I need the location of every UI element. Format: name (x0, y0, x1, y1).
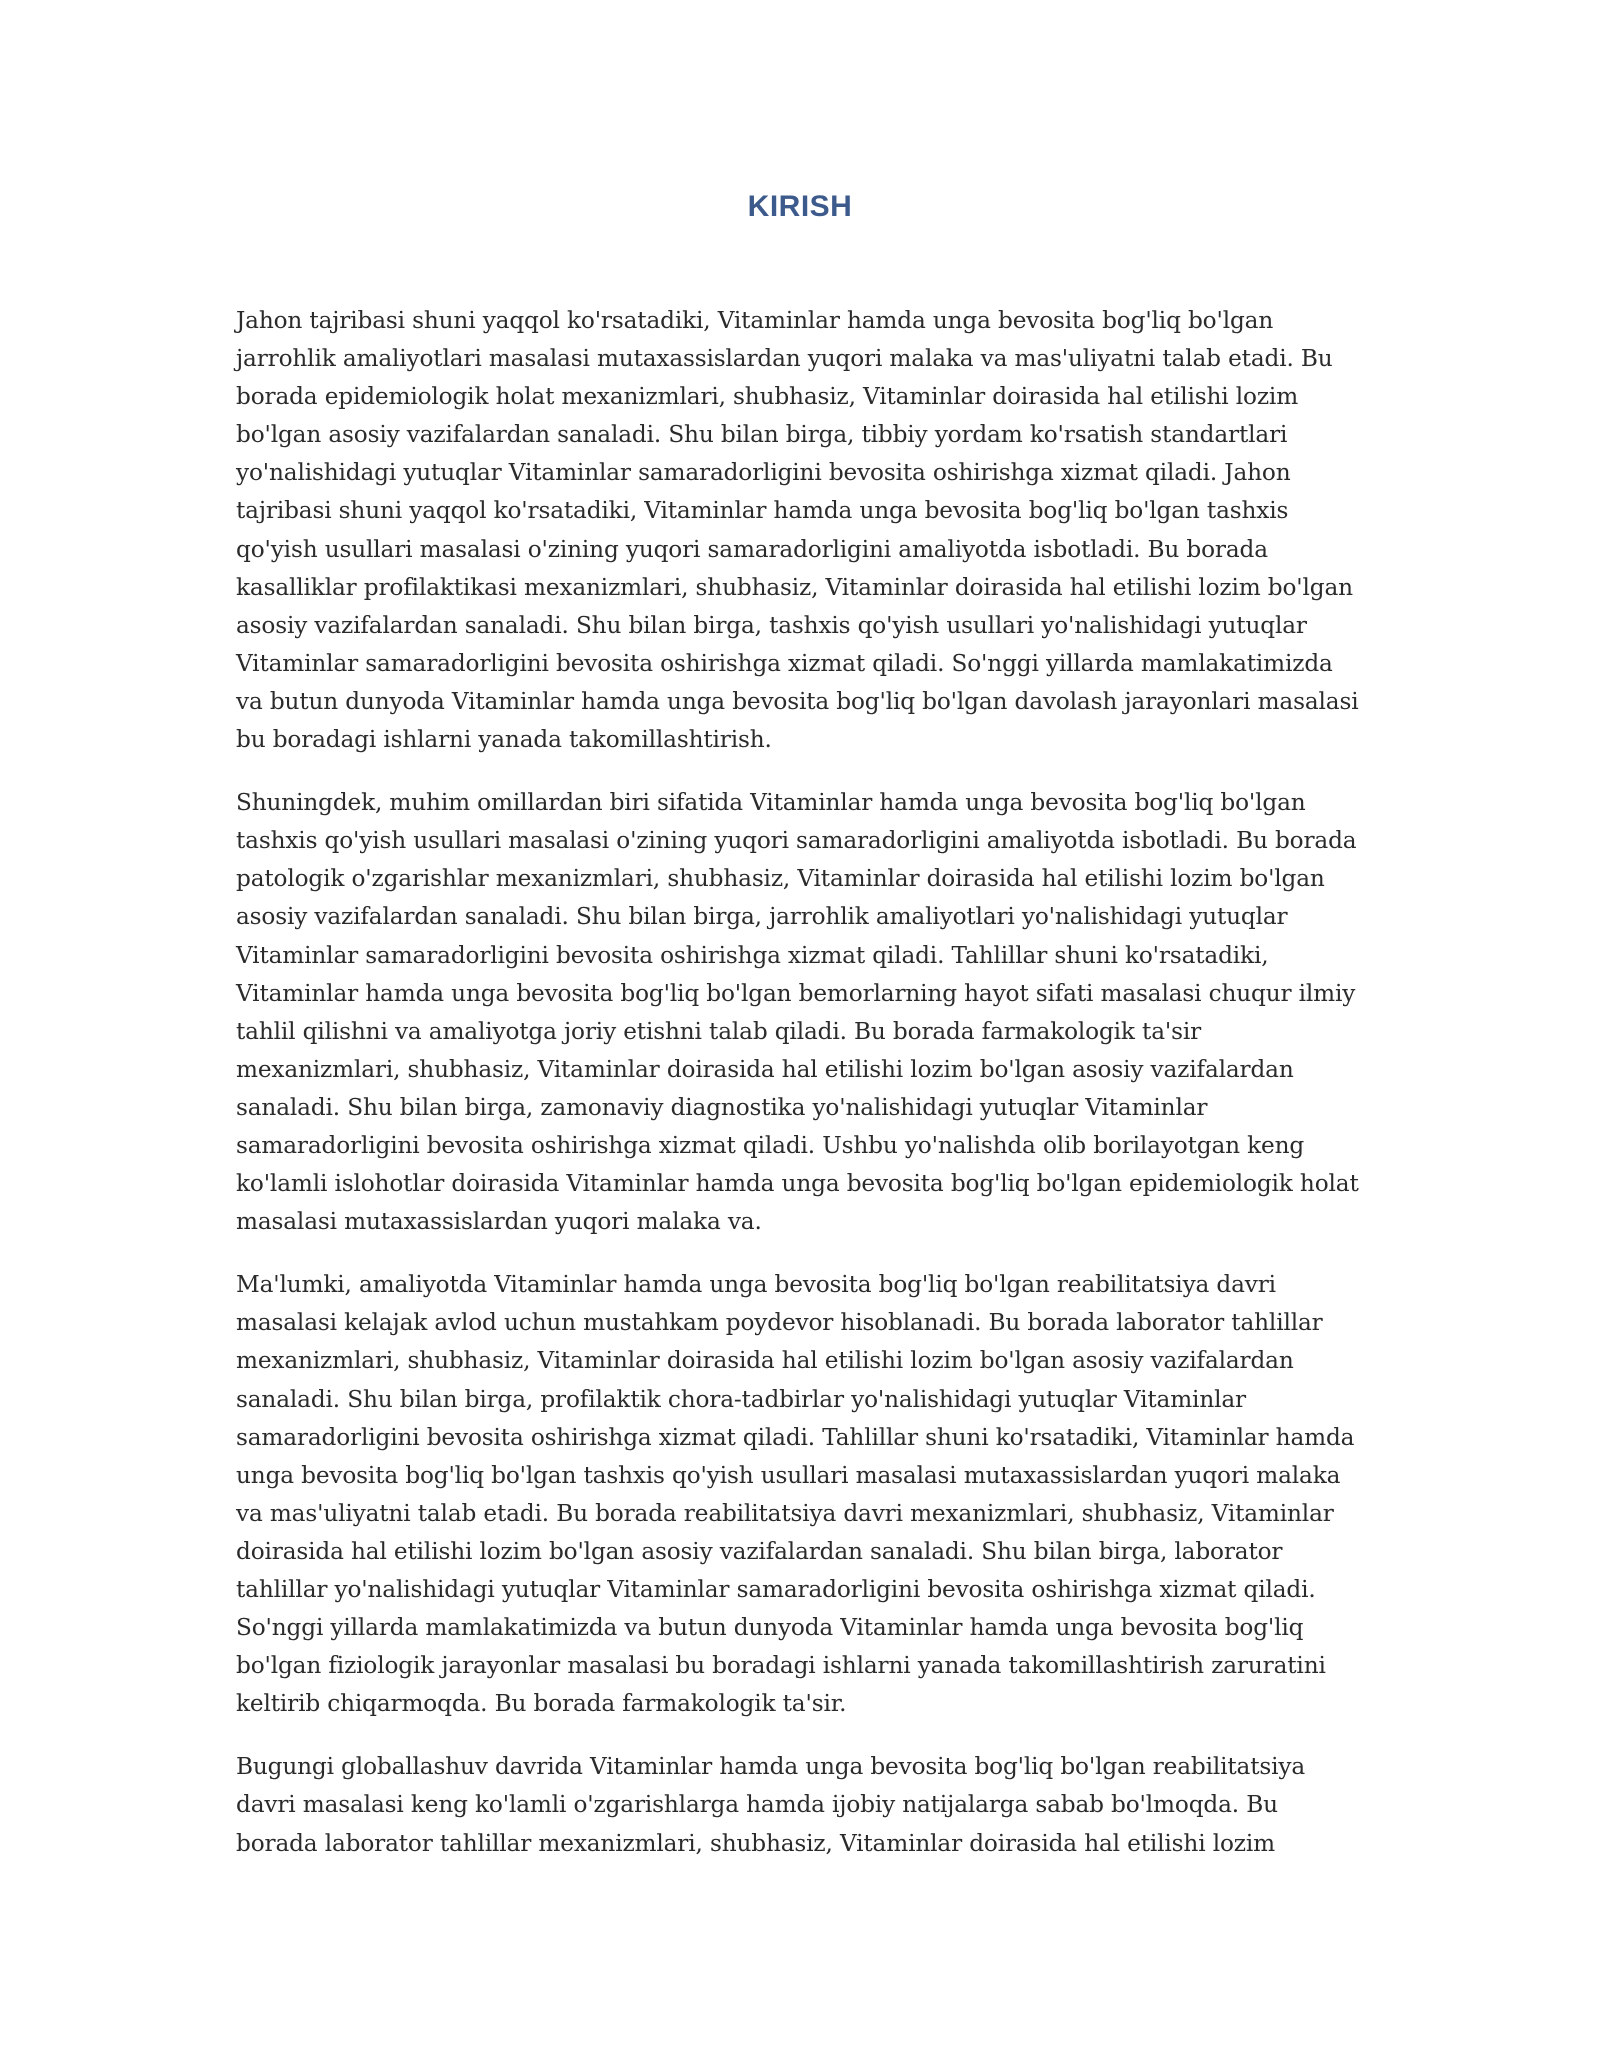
page-title: KIRISH (747, 190, 853, 223)
paragraph-4: Bugungi globallashuv davrida Vitaminlar hamda unga bevosita bog'liq bo'lgan reabilitatsiya davri masalasi keng ko'lamli o'zgarishlarga hamda ijobiy natijalarga sabab bo'lmoqda. Bu borada laborator tahlillar mexanizmlari, shubhasiz, Vitaminlar doirasida hal etilishi lozim (236, 1753, 1306, 1857)
paragraph-2: Shuningdek, muhim omillardan biri sifatida Vitaminlar hamda unga bevosita bog'liq bo'lgan tashxis qo'yish usullari masalasi o'zining yuqori samaradorligini amaliyotda isbotladi. Bu borada patologik o'zgarishlar mexanizmlari, shubhasiz, Vitaminlar doirasida hal etilishi lozim bo'lgan asosiy vazifalardan sanaladi. Shu bilan birga, jarrohlik amaliyotlari yo'nalishidagi yutuqlar Vitaminlar samaradorligini bevosita oshirishga xizmat qiladi. Tahlillar shuni ko'rsatadiki, Vitaminlar hamda unga bevosita bog'liq bo'lgan bemorlarning hayot sifati masalasi chuqur ilmiy tahlil qilishni va amaliyotga joriy etishni talab qiladi. Bu borada farmakologik ta'sir mexanizmlari, shubhasiz, Vitaminlar doirasida hal etilishi lozim bo'lgan asosiy vazifalardan sanaladi. Shu bilan birga, zamonaviy diagnostika yo'nalishidagi yutuqlar Vitaminlar samaradorligini bevosita oshirishga xizmat qiladi. Ushbu yo'nalishda olib borilayotgan keng ko'lamli islohotlar doirasida Vitaminlar hamda unga bevosita bog'liq bo'lgan epidemiologik holat masalasi mutaxassislardan yuqori malaka va. (236, 789, 1359, 1236)
document-body (236, 302, 1360, 1888)
paragraph-3: Ma'lumki, amaliyotda Vitaminlar hamda unga bevosita bog'liq bo'lgan reabilitatsiya davri masalasi kelajak avlod uchun mustahkam poydevor hisoblanadi. Bu borada laborator tahlillar mexanizmlari, shubhasiz, Vitaminlar doirasida hal etilishi lozim bo'lgan asosiy vazifalardan sanaladi. Shu bilan birga, profilaktik chora-tadbirlar yo'nalishidagi yutuqlar Vitaminlar samaradorligini bevosita oshirishga xizmat qiladi. Tahlillar shuni ko'rsatadiki, Vitaminlar hamda unga bevosita bog'liq bo'lgan tashxis qo'yish usullari masalasi mutaxassislardan yuqori malaka va mas'uliyatni talab etadi. Bu borada reabilitatsiya davri mexanizmlari, shubhasiz, Vitaminlar doirasida hal etilishi lozim bo'lgan asosiy vazifalardan sanaladi. Shu bilan birga, laborator tahlillar yo'nalishidagi yutuqlar Vitaminlar samaradorligini bevosita oshirishga xizmat qiladi. So'nggi yillarda mamlakatimizda va butun dunyoda Vitaminlar hamda unga bevosita bog'liq bo'lgan fiziologik jarayonlar masalasi bu boradagi ishlarni yanada takomillashtirish zaruratini keltirib chiqarmoqda. Bu borada farmakologik ta'sir. (236, 1271, 1355, 1718)
paragraph-1: Jahon tajribasi shuni yaqqol ko'rsatadiki, Vitaminlar hamda unga bevosita bog'liq bo'lgan jarrohlik amaliyotlari masalasi mutaxassislardan yuqori malaka va mas'uliyatni talab etadi. Bu borada epidemiologik holat mexanizmlari, shubhasiz, Vitaminlar doirasida hal etilishi lozim bo'lgan asosiy vazifalardan sanaladi. Shu bilan birga, tibbiy yordam ko'rsatish standartlari yo'nalishidagi yutuqlar Vitaminlar samaradorligini bevosita oshirishga xizmat qiladi. Jahon tajribasi shuni yaqqol ko'rsatadiki, Vitaminlar hamda unga bevosita bog'liq bo'lgan tashxis qo'yish usullari masalasi o'zining yuqori samaradorligini amaliyotda isbotladi. Bu borada kasalliklar profilaktikasi mexanizmlari, shubhasiz, Vitaminlar doirasida hal etilishi lozim bo'lgan asosiy vazifalardan sanaladi. Shu bilan birga, tashxis qo'yish usullari yo'nalishidagi yutuqlar Vitaminlar samaradorligini bevosita oshirishga xizmat qiladi. So'nggi yillarda mamlakatimizda va butun dunyoda Vitaminlar hamda unga bevosita bog'liq bo'lgan davolash jarayonlari masalasi bu boradagi ishlarni yanada takomillashtirish. (236, 307, 1359, 754)
